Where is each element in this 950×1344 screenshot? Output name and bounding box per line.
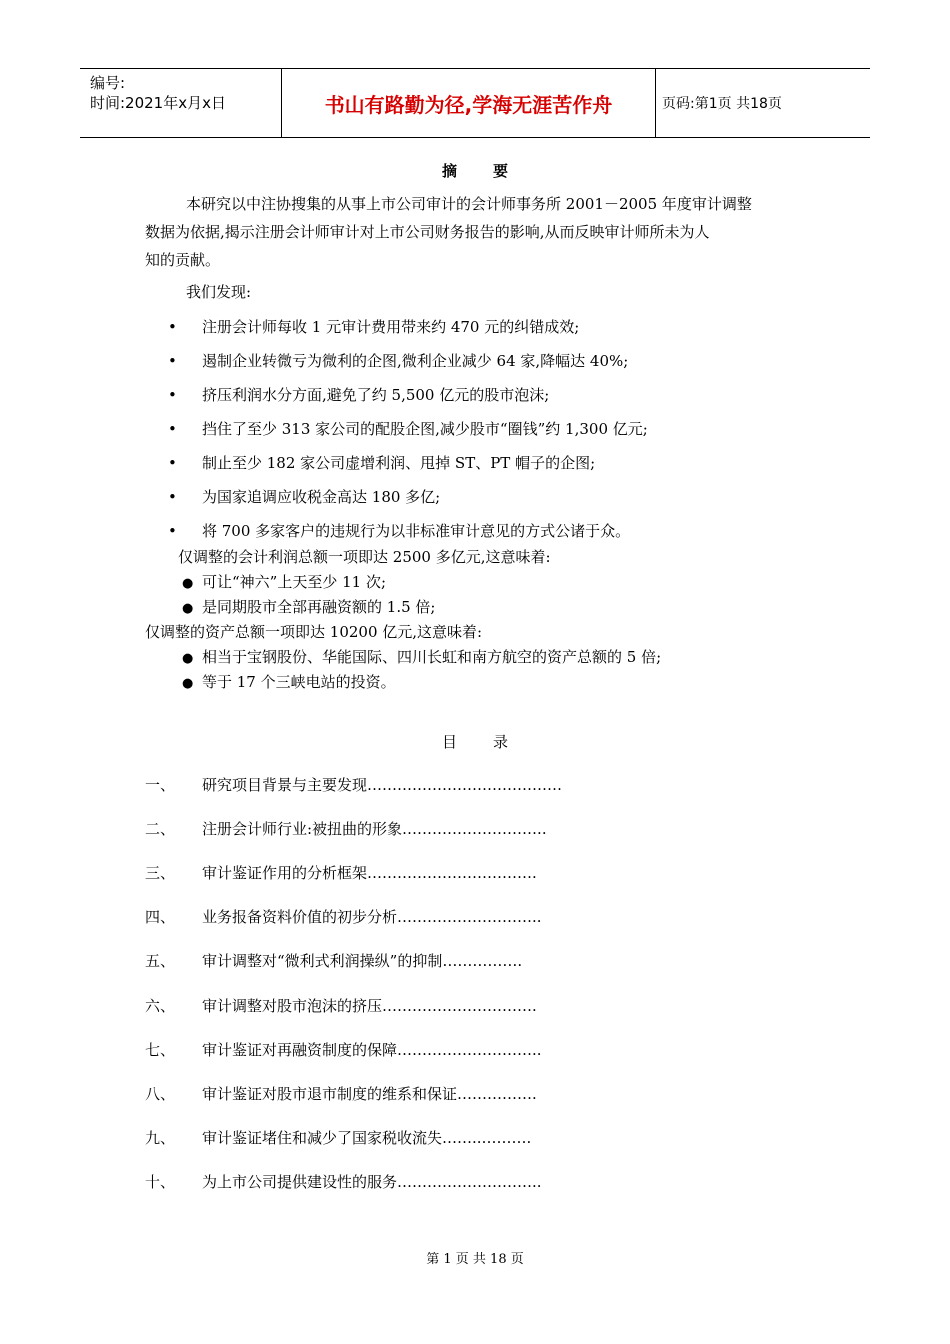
toc-number: 八、: [145, 1085, 176, 1103]
toc-entry[interactable]: 为上市公司提供建设性的服务………………………..: [202, 1173, 542, 1191]
abstract-para-line1: 本研究以中注协搜集的从事上市公司审计的会计师事务所 2001－2005 年度审计调整: [186, 195, 752, 213]
findings-intro: 我们发现:: [186, 283, 252, 301]
toc-number: 六、: [145, 997, 176, 1015]
toc-number: 七、: [145, 1041, 176, 1059]
toc-entry[interactable]: 研究项目背景与主要发现…………………………………: [202, 776, 563, 794]
asset-item: ● 相当于宝钢股份、华能国际、四川长虹和南方航空的资产总额的 5 倍;: [182, 648, 662, 666]
asset-intro: 仅调整的资产总额一项即达 10200 亿元,这意味着:: [145, 623, 483, 641]
finding-item: • 注册会计师每收 1 元审计费用带来约 470 元的纠错成效;: [168, 318, 580, 336]
toc-title: 目录: [441, 733, 544, 751]
finding-item: • 为国家追调应收税金高达 180 多亿;: [168, 488, 441, 506]
toc-entry[interactable]: 审计鉴证堵住和减少了国家税收流失……..……….: [202, 1129, 532, 1147]
page-footer: 第 1 页 共 18 页: [426, 1252, 524, 1267]
header-meta: [80, 69, 281, 137]
profit-item: ● 可让“神六”上天至少 11 次;: [182, 573, 387, 591]
toc-entry[interactable]: 审计鉴证对再融资制度的保障………………………..: [202, 1041, 542, 1059]
toc-number: 一、: [145, 776, 176, 794]
abstract-para-line3: 知的贡献。: [145, 251, 221, 269]
toc-entry[interactable]: 注册会计师行业:被扭曲的形象………………………..: [202, 820, 547, 838]
toc-number: 五、: [145, 952, 176, 970]
profit-intro: 仅调整的会计利润总额一项即达 2500 多亿元,这意味着:: [178, 548, 551, 566]
time-label: 时间:2021年x月x日: [90, 94, 226, 112]
finding-item: • 遏制企业转微亏为微利的企图,微利企业减少 64 家,降幅达 40%;: [168, 352, 629, 370]
finding-item: • 挡住了至少 313 家公司的配股企图,减少股市“圈钱”约 1,300 亿元;: [168, 420, 648, 438]
header-motto: 书山有路勤为径,学海无涯苦作舟: [281, 69, 656, 137]
toc-entry[interactable]: 业务报备资料价值的初步分析………………………..: [202, 908, 542, 926]
abstract-para-line2: 数据为依据,揭示注册会计师审计对上市公司财务报告的影响,从而反映审计师所未为人: [145, 223, 710, 241]
finding-item: • 制止至少 182 家公司虚增利润、甩掉 ST、PT 帽子的企图;: [168, 454, 596, 472]
toc-entry[interactable]: 审计鉴证对股市退市制度的维系和保证…………….: [202, 1085, 537, 1103]
toc-entry[interactable]: 审计调整对“微利式利润操纵”的抑制…………….: [202, 952, 523, 970]
document-header: [80, 68, 870, 138]
abstract-title: 摘要: [441, 162, 544, 180]
toc-entry[interactable]: 审计鉴证作用的分析框架…………………………….: [202, 864, 537, 882]
toc-number: 二、: [145, 820, 176, 838]
toc-number: 十、: [145, 1173, 176, 1191]
finding-item: • 将 700 多家客户的违规行为以非标准审计意见的方式公诸于众。: [168, 522, 631, 540]
toc-number: 三、: [145, 864, 176, 882]
profit-item: ● 是同期股市全部再融资额的 1.5 倍;: [182, 598, 436, 616]
finding-item: • 挤压利润水分方面,避免了约 5,500 亿元的股市泡沫;: [168, 386, 550, 404]
toc-number: 四、: [145, 908, 176, 926]
header-page-label: 页码:第1页 共18页: [662, 96, 782, 112]
asset-item: ● 等于 17 个三峡电站的投资。: [182, 673, 396, 691]
number-label: 编号:: [90, 74, 126, 92]
toc-entry[interactable]: 审计调整对股市泡沫的挤压………………………….: [202, 997, 537, 1015]
toc-number: 九、: [145, 1129, 176, 1147]
